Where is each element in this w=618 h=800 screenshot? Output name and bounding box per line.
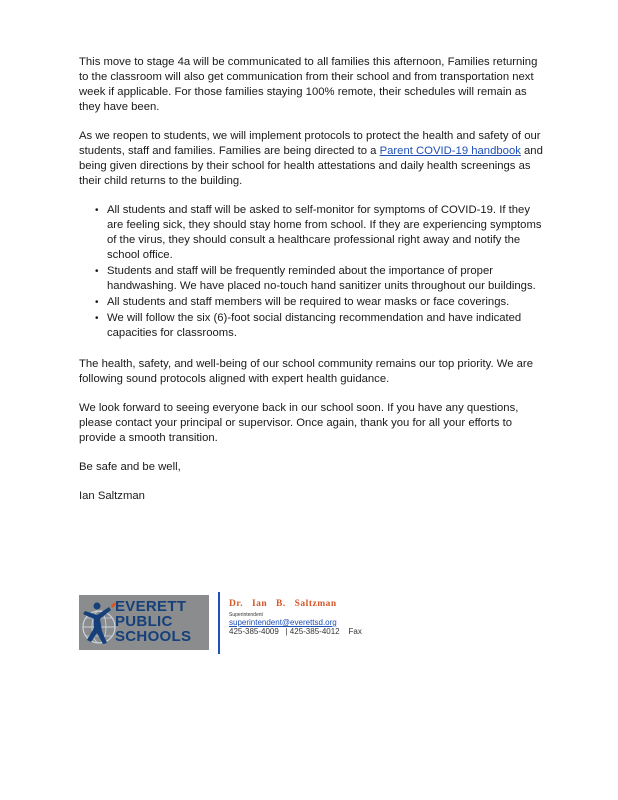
logo-line-public: PUBLIC bbox=[115, 613, 173, 630]
bullet-self-monitor: • All students and staff will be asked to self-monitor for symptoms of COVID-19. If they are feeling sick, they should stay home from school. If they are experiencing symptoms of the virus, they should consult a healthcare professional right away and notify the school office. bbox=[107, 203, 549, 263]
letter-body bbox=[79, 55, 549, 518]
signature-divider bbox=[218, 592, 220, 654]
closing-line: Be safe and be well, bbox=[79, 461, 181, 473]
paragraph-protocols-text-end: and being given directions by their school for health attestations and daily health screenings as their child returns to the building. bbox=[79, 145, 543, 187]
paragraph-priority: The health, safety, and well-being of our school community remains our top priority. We are following sound protocols aligned with expert health guidance. bbox=[79, 358, 533, 385]
bullet-handwashing: • Students and staff will be frequently reminded about the importance of proper handwashing. We have placed no-touch hand sanitizer units throughout our buildings. bbox=[107, 264, 549, 294]
paragraph-look-forward: We look forward to seeing everyone back in our school soon. If you have any questions, please contact your principal or supervisor. Once again, thank you for all your efforts to provide a smooth transition. bbox=[79, 402, 519, 444]
bullet-distancing: • We will follow the six (6)-foot social distancing recommendation and have indicated capacities for classrooms. bbox=[107, 311, 549, 341]
logo-wordmark bbox=[115, 599, 191, 644]
everett-public-schools-logo bbox=[79, 595, 209, 650]
superintendent-name: Dr. Ian B. Saltzman bbox=[229, 599, 337, 609]
paragraph-protocols bbox=[79, 129, 549, 189]
bullet-masks: • All students and staff members will be required to wear masks or face coverings. bbox=[107, 295, 549, 310]
email-signature-block bbox=[79, 592, 499, 654]
superintendent-title: Superintendent bbox=[229, 612, 263, 618]
parent-covid-handbook-link[interactable]: Parent COVID-19 handbook bbox=[379, 145, 521, 157]
logo-line-schools: SCHOOLS bbox=[115, 628, 192, 645]
phone-numbers: 425-385-4009 | 425-385-4012 Fax bbox=[229, 627, 362, 636]
paragraph-stage-4a: This move to stage 4a will be communicated to all families this afternoon, Families returning to the classroom will also get communication from their school and from transportation next week if applicable. For those families staying 100% remote, their schedules will remain as they have been. bbox=[79, 56, 538, 113]
logo-line-everett: EVERETT bbox=[115, 598, 187, 615]
email-link[interactable]: superintendent@everettsd.org bbox=[229, 618, 337, 627]
signature-name: Ian Saltzman bbox=[79, 490, 145, 502]
paragraph-protocols-text-start: As we reopen to students, we will implement protocols to protect the health and safety of our students, staff and families. Families are being directed to a bbox=[79, 130, 541, 157]
contact-details bbox=[229, 600, 362, 636]
protocol-bullet-list bbox=[79, 203, 549, 341]
